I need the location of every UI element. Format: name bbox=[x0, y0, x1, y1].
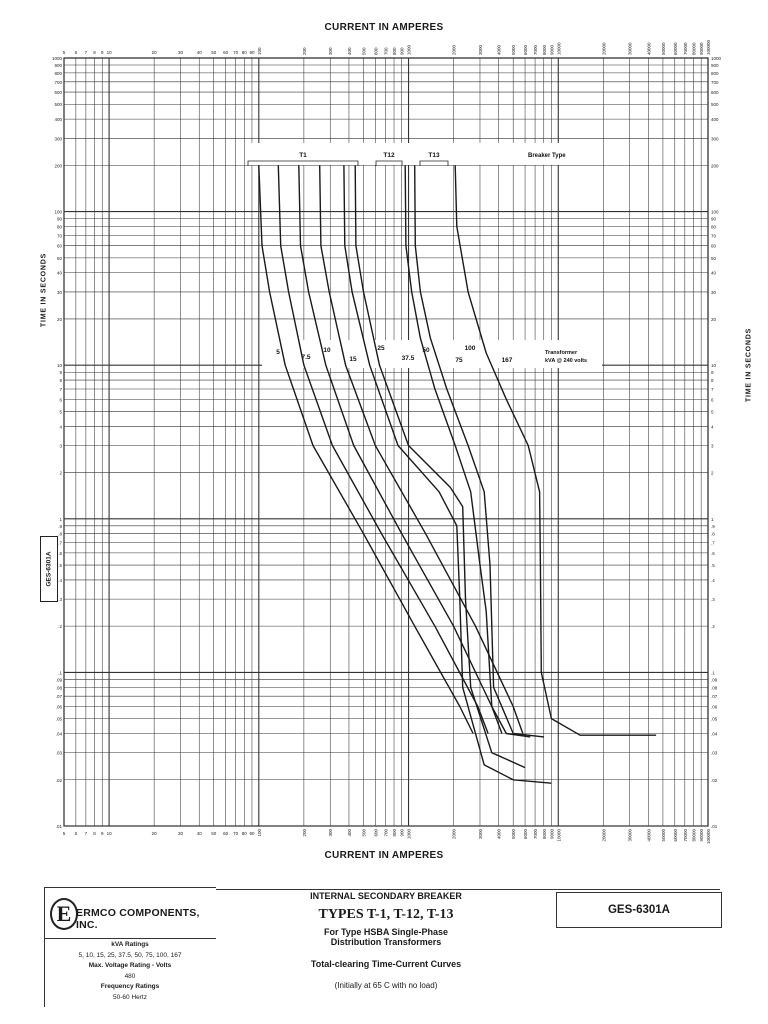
transformer-label: Transformer bbox=[545, 350, 578, 356]
tcc-curve-50 bbox=[405, 165, 530, 737]
y-tick-label-right: 80 bbox=[711, 224, 717, 230]
y-tick-label-left: .4 bbox=[58, 577, 62, 583]
x-tick-label: 300 bbox=[328, 829, 334, 837]
y-tick-label-left: 300 bbox=[54, 136, 62, 142]
x-tick-label: 100000 bbox=[706, 39, 711, 55]
y-tick-label-left: 4 bbox=[59, 424, 62, 430]
kva-label: 5 bbox=[276, 349, 280, 356]
plot-border bbox=[64, 58, 708, 826]
x-tick-label: 6000 bbox=[523, 44, 529, 55]
y-tick-label-left: 100 bbox=[54, 209, 62, 215]
company-box bbox=[44, 887, 216, 939]
title-note: (Initially at 65 C with no load) bbox=[334, 981, 438, 990]
x-tick-label: 200 bbox=[301, 829, 307, 837]
y-tick-label-left: .09 bbox=[55, 677, 62, 683]
x-axis-title-bottom: CURRENT IN AMPERES bbox=[324, 850, 444, 861]
y-tick-label-right: 90 bbox=[711, 216, 717, 222]
x-tick-label: 90000 bbox=[699, 42, 705, 55]
y-tick-label-left: 50 bbox=[56, 255, 62, 261]
x-tick-label: 5 bbox=[62, 50, 66, 55]
y-tick-label-right: 700 bbox=[711, 79, 719, 85]
x-tick-label: 10000 bbox=[556, 829, 562, 842]
y-axis-title-left: TIME IN SECONDS bbox=[40, 252, 48, 328]
x-tick-label: 10 bbox=[106, 50, 112, 55]
y-tick-label-left: 10 bbox=[56, 363, 62, 369]
y-tick-label-right: 100 bbox=[711, 209, 719, 215]
y-tick-label-right: 9 bbox=[711, 370, 714, 376]
y-tick-label-right: .9 bbox=[711, 523, 715, 529]
y-tick-label-left: .2 bbox=[58, 624, 62, 630]
y-tick-label-right: 30 bbox=[711, 289, 717, 295]
company-name: ERMCO COMPONENTS, INC. bbox=[76, 907, 200, 931]
x-tick-label: 70 bbox=[233, 831, 239, 836]
x-tick-label: 800 bbox=[392, 829, 398, 837]
x-tick-label: 70000 bbox=[682, 829, 688, 842]
ermco-logo: E bbox=[50, 898, 78, 930]
title-center-block bbox=[216, 887, 556, 990]
y-tick-label-left: 70 bbox=[56, 233, 62, 239]
x-tick-label: 20 bbox=[151, 50, 157, 55]
x-tick-label: 70 bbox=[233, 50, 239, 55]
x-tick-label: 90 bbox=[249, 50, 255, 55]
x-tick-label: 80000 bbox=[691, 829, 697, 842]
x-tick-label: 60000 bbox=[672, 42, 678, 55]
x-tick-label: 30 bbox=[178, 50, 184, 55]
x-tick-label: 20 bbox=[151, 831, 157, 836]
kva-ratings-value: 5, 10, 15, 25, 37.5, 50, 75, 100, 167 bbox=[78, 951, 182, 959]
frequency-rating-value: 50-60 Hertz bbox=[113, 993, 147, 1001]
y-tick-label-left: 1 bbox=[59, 516, 62, 522]
x-tick-label: 60000 bbox=[672, 829, 678, 842]
kva-label: 167 bbox=[501, 357, 513, 364]
y-tick-label-left: 5 bbox=[59, 409, 62, 415]
y-tick-label-right: .09 bbox=[711, 677, 718, 683]
y-tick-label-right: 20 bbox=[711, 316, 717, 322]
kva-label: 7.5 bbox=[301, 354, 311, 361]
y-tick-label-left: .02 bbox=[55, 777, 62, 783]
tcc-curve-5 bbox=[259, 165, 473, 733]
x-tick-label: 10 bbox=[106, 831, 112, 836]
document-number-box bbox=[556, 892, 722, 928]
title-subtitle-2: Distribution Transformers bbox=[330, 937, 442, 947]
x-tick-label: 30000 bbox=[627, 829, 633, 842]
x-tick-label: 20000 bbox=[601, 829, 607, 842]
x-tick-label: 40000 bbox=[646, 829, 652, 842]
y-tick-label-right: .8 bbox=[711, 531, 715, 537]
y-tick-label-left: 500 bbox=[54, 102, 62, 108]
y-tick-label-right: .01 bbox=[711, 824, 718, 829]
y-tick-label-right: 3 bbox=[711, 443, 714, 449]
x-tick-label: 60 bbox=[223, 50, 229, 55]
x-tick-label: 50000 bbox=[660, 42, 666, 55]
y-tick-label-right: 50 bbox=[711, 255, 717, 261]
side-document-code-text: GES-6301A bbox=[45, 551, 53, 587]
y-tick-label-right: 70 bbox=[711, 233, 717, 239]
y-tick-label-right: 7 bbox=[711, 386, 714, 392]
x-tick-label: 2000 bbox=[451, 44, 457, 55]
y-tick-label-right: .08 bbox=[711, 685, 718, 691]
y-tick-label-left: .3 bbox=[58, 597, 62, 603]
y-tick-label-left: .5 bbox=[58, 563, 62, 569]
y-tick-label-left: .8 bbox=[58, 531, 62, 537]
x-tick-label: 900 bbox=[399, 47, 405, 55]
x-tick-label: 5 bbox=[62, 831, 66, 836]
x-tick-label: 7000 bbox=[533, 829, 539, 840]
y-tick-label-right: .5 bbox=[711, 563, 715, 569]
x-tick-label: 200 bbox=[301, 47, 307, 55]
y-tick-label-left: .9 bbox=[58, 523, 62, 529]
y-tick-label-left: 600 bbox=[54, 90, 62, 96]
x-tick-label: 700 bbox=[383, 47, 389, 55]
voltage-rating-value: 480 bbox=[124, 972, 136, 980]
x-tick-label: 3000 bbox=[477, 829, 483, 840]
breaker-group-label: T1 bbox=[299, 152, 307, 159]
y-tick-label-right: .4 bbox=[711, 577, 715, 583]
y-tick-label-right: 800 bbox=[711, 70, 719, 76]
x-tick-label: 100 bbox=[256, 829, 262, 837]
y-tick-label-right: 10 bbox=[711, 363, 717, 369]
x-tick-label: 6000 bbox=[523, 829, 529, 840]
x-tick-label: 9 bbox=[100, 50, 104, 55]
x-tick-label: 50 bbox=[211, 50, 217, 55]
y-tick-label-left: .1 bbox=[58, 670, 62, 676]
kva-label: 15 bbox=[349, 356, 357, 363]
x-tick-label: 70000 bbox=[682, 42, 688, 55]
y-tick-label-left: 9 bbox=[59, 370, 62, 376]
y-tick-label-left: 1000 bbox=[51, 56, 62, 61]
y-tick-label-right: .04 bbox=[711, 731, 718, 737]
y-tick-label-right: 60 bbox=[711, 243, 717, 249]
title-curves: Total-clearing Time-Current Curves bbox=[310, 959, 462, 969]
x-tick-label: 4000 bbox=[496, 44, 502, 55]
y-tick-label-right: 40 bbox=[711, 270, 717, 276]
x-tick-label: 7 bbox=[84, 50, 88, 55]
y-tick-label-right: 200 bbox=[711, 163, 719, 169]
x-tick-label: 10000 bbox=[556, 42, 562, 55]
y-tick-label-right: .06 bbox=[711, 704, 718, 710]
y-tick-label-right: .03 bbox=[711, 750, 718, 756]
x-tick-label: 400 bbox=[346, 829, 352, 837]
x-tick-label: 1000 bbox=[406, 829, 412, 840]
y-tick-label-left: 6 bbox=[59, 397, 62, 403]
y-tick-label-left: 2 bbox=[59, 470, 62, 476]
x-tick-label: 8000 bbox=[541, 44, 547, 55]
kva-label: 75 bbox=[455, 357, 463, 364]
x-tick-label: 5000 bbox=[511, 44, 517, 55]
y-tick-label-left: .07 bbox=[55, 694, 62, 700]
y-tick-label-left: 200 bbox=[54, 163, 62, 169]
x-tick-label: 40 bbox=[196, 831, 202, 836]
y-tick-label-left: 30 bbox=[56, 289, 62, 295]
tcc-curve-75 bbox=[415, 165, 544, 737]
x-tick-label: 400 bbox=[346, 47, 352, 55]
y-tick-label-right: 2 bbox=[711, 470, 714, 476]
y-tick-label-right: 300 bbox=[711, 136, 719, 142]
y-tick-label-left: .01 bbox=[55, 824, 62, 829]
x-tick-label: 7 bbox=[84, 831, 88, 836]
x-tick-label: 800 bbox=[392, 47, 398, 55]
kva-ratings-label: kVA Ratings bbox=[111, 941, 149, 948]
y-tick-label-left: 700 bbox=[54, 79, 62, 85]
y-tick-label-right: 5 bbox=[711, 409, 714, 415]
breaker-type-label: Breaker Type bbox=[528, 153, 566, 159]
x-tick-label: 100000 bbox=[706, 829, 711, 845]
x-axis-title-top: CURRENT IN AMPERES bbox=[324, 22, 444, 33]
x-tick-label: 20000 bbox=[601, 42, 607, 55]
document-number: GES-6301A bbox=[607, 904, 670, 916]
breaker-group-label: T12 bbox=[383, 152, 395, 159]
x-tick-label: 80000 bbox=[691, 42, 697, 55]
x-tick-label: 9000 bbox=[549, 44, 555, 55]
y-tick-label-left: 7 bbox=[59, 386, 62, 392]
x-tick-label: 2000 bbox=[451, 829, 457, 840]
x-tick-label: 7000 bbox=[533, 44, 539, 55]
y-tick-label-right: 600 bbox=[711, 90, 719, 96]
y-tick-label-left: 90 bbox=[56, 216, 62, 222]
x-tick-label: 50 bbox=[211, 831, 217, 836]
y-tick-label-right: 900 bbox=[711, 63, 719, 69]
y-tick-label-right: 8 bbox=[711, 378, 714, 384]
y-tick-label-left: .08 bbox=[55, 685, 62, 691]
x-tick-label: 6 bbox=[74, 50, 78, 55]
y-tick-label-right: 1 bbox=[711, 516, 714, 522]
x-tick-label: 1000 bbox=[406, 44, 412, 55]
x-tick-label: 90 bbox=[249, 831, 255, 836]
x-tick-label: 40 bbox=[196, 50, 202, 55]
y-tick-label-left: .03 bbox=[55, 750, 62, 756]
x-tick-label: 300 bbox=[328, 47, 334, 55]
breaker-group-label: T13 bbox=[428, 152, 440, 159]
y-tick-label-right: .2 bbox=[711, 624, 715, 630]
x-tick-label: 600 bbox=[373, 829, 379, 837]
kva-label: 100 bbox=[464, 345, 476, 352]
y-tick-label-left: .7 bbox=[58, 540, 62, 546]
x-tick-label: 8 bbox=[93, 50, 96, 55]
x-tick-label: 100 bbox=[256, 47, 262, 55]
x-tick-label: 90000 bbox=[699, 829, 705, 842]
title-subtitle-1: For Type HSBA Single-Phase bbox=[323, 927, 449, 937]
frequency-rating-label: Frequency Ratings bbox=[100, 983, 160, 990]
y-tick-label-left: 3 bbox=[59, 443, 62, 449]
y-tick-label-left: 8 bbox=[59, 378, 62, 384]
transformer-label-sub: kVA @ 240 volts bbox=[545, 358, 588, 364]
y-tick-label-left: 900 bbox=[54, 63, 62, 69]
kva-label: 50 bbox=[422, 347, 430, 354]
y-tick-label-right: 500 bbox=[711, 102, 719, 108]
chart-grid bbox=[64, 58, 708, 826]
x-tick-label: 30000 bbox=[627, 42, 633, 55]
y-tick-label-left: 800 bbox=[54, 70, 62, 76]
y-tick-label-right: .7 bbox=[711, 540, 715, 546]
voltage-rating-label: Max. Voltage Rating - Volts bbox=[88, 962, 172, 969]
y-tick-label-left: 80 bbox=[56, 224, 62, 230]
x-tick-label: 600 bbox=[373, 47, 379, 55]
kva-label: 10 bbox=[323, 347, 331, 354]
x-tick-label: 6 bbox=[74, 831, 78, 836]
y-tick-label-left: .06 bbox=[55, 704, 62, 710]
x-tick-label: 9 bbox=[100, 831, 104, 836]
y-tick-label-left: 40 bbox=[56, 270, 62, 276]
y-tick-label-right: .6 bbox=[711, 550, 715, 556]
x-tick-label: 30 bbox=[178, 831, 184, 836]
y-tick-label-left: .05 bbox=[55, 716, 62, 722]
y-tick-label-left: 60 bbox=[56, 243, 62, 249]
y-tick-label-right: 6 bbox=[711, 397, 714, 403]
title-types: TYPES T-1, T-12, T-13 bbox=[318, 907, 454, 922]
tcc-curve-100 bbox=[455, 165, 656, 735]
x-tick-label: 9000 bbox=[549, 829, 555, 840]
y-tick-label-right: 400 bbox=[711, 117, 719, 123]
x-tick-label: 50000 bbox=[660, 829, 666, 842]
y-axis-title-right: TIME IN SECONDS bbox=[745, 327, 753, 403]
x-tick-label: 500 bbox=[361, 829, 367, 837]
x-tick-label: 8 bbox=[93, 831, 96, 836]
y-tick-label-right: .1 bbox=[711, 670, 715, 676]
x-tick-label: 8000 bbox=[541, 829, 547, 840]
y-tick-label-left: .04 bbox=[55, 731, 62, 737]
x-tick-label: 60 bbox=[223, 831, 229, 836]
kva-label: 25 bbox=[377, 345, 385, 352]
title-header: INTERNAL SECONDARY BREAKER bbox=[310, 891, 462, 901]
ratings-block bbox=[44, 940, 216, 1003]
y-tick-label-left: 400 bbox=[54, 117, 62, 123]
y-tick-label-right: .02 bbox=[711, 777, 718, 783]
x-tick-label: 80 bbox=[241, 50, 247, 55]
x-tick-label: 5000 bbox=[511, 829, 517, 840]
y-tick-label-left: .6 bbox=[58, 550, 62, 556]
x-tick-label: 40000 bbox=[646, 42, 652, 55]
x-tick-label: 3000 bbox=[477, 44, 483, 55]
x-tick-label: 80 bbox=[241, 831, 247, 836]
x-tick-label: 4000 bbox=[496, 829, 502, 840]
y-tick-label-right: 4 bbox=[711, 424, 714, 430]
x-tick-label: 700 bbox=[383, 829, 389, 837]
y-tick-label-right: .07 bbox=[711, 694, 718, 700]
y-tick-label-right: .05 bbox=[711, 716, 718, 722]
x-tick-label: 500 bbox=[361, 47, 367, 55]
y-tick-label-right: 1000 bbox=[711, 56, 722, 61]
y-tick-label-right: .3 bbox=[711, 597, 715, 603]
tcc-curve-10 bbox=[299, 165, 502, 733]
x-tick-label: 900 bbox=[399, 829, 405, 837]
kva-label: 37.5 bbox=[401, 355, 415, 362]
y-tick-label-left: 20 bbox=[56, 316, 62, 322]
